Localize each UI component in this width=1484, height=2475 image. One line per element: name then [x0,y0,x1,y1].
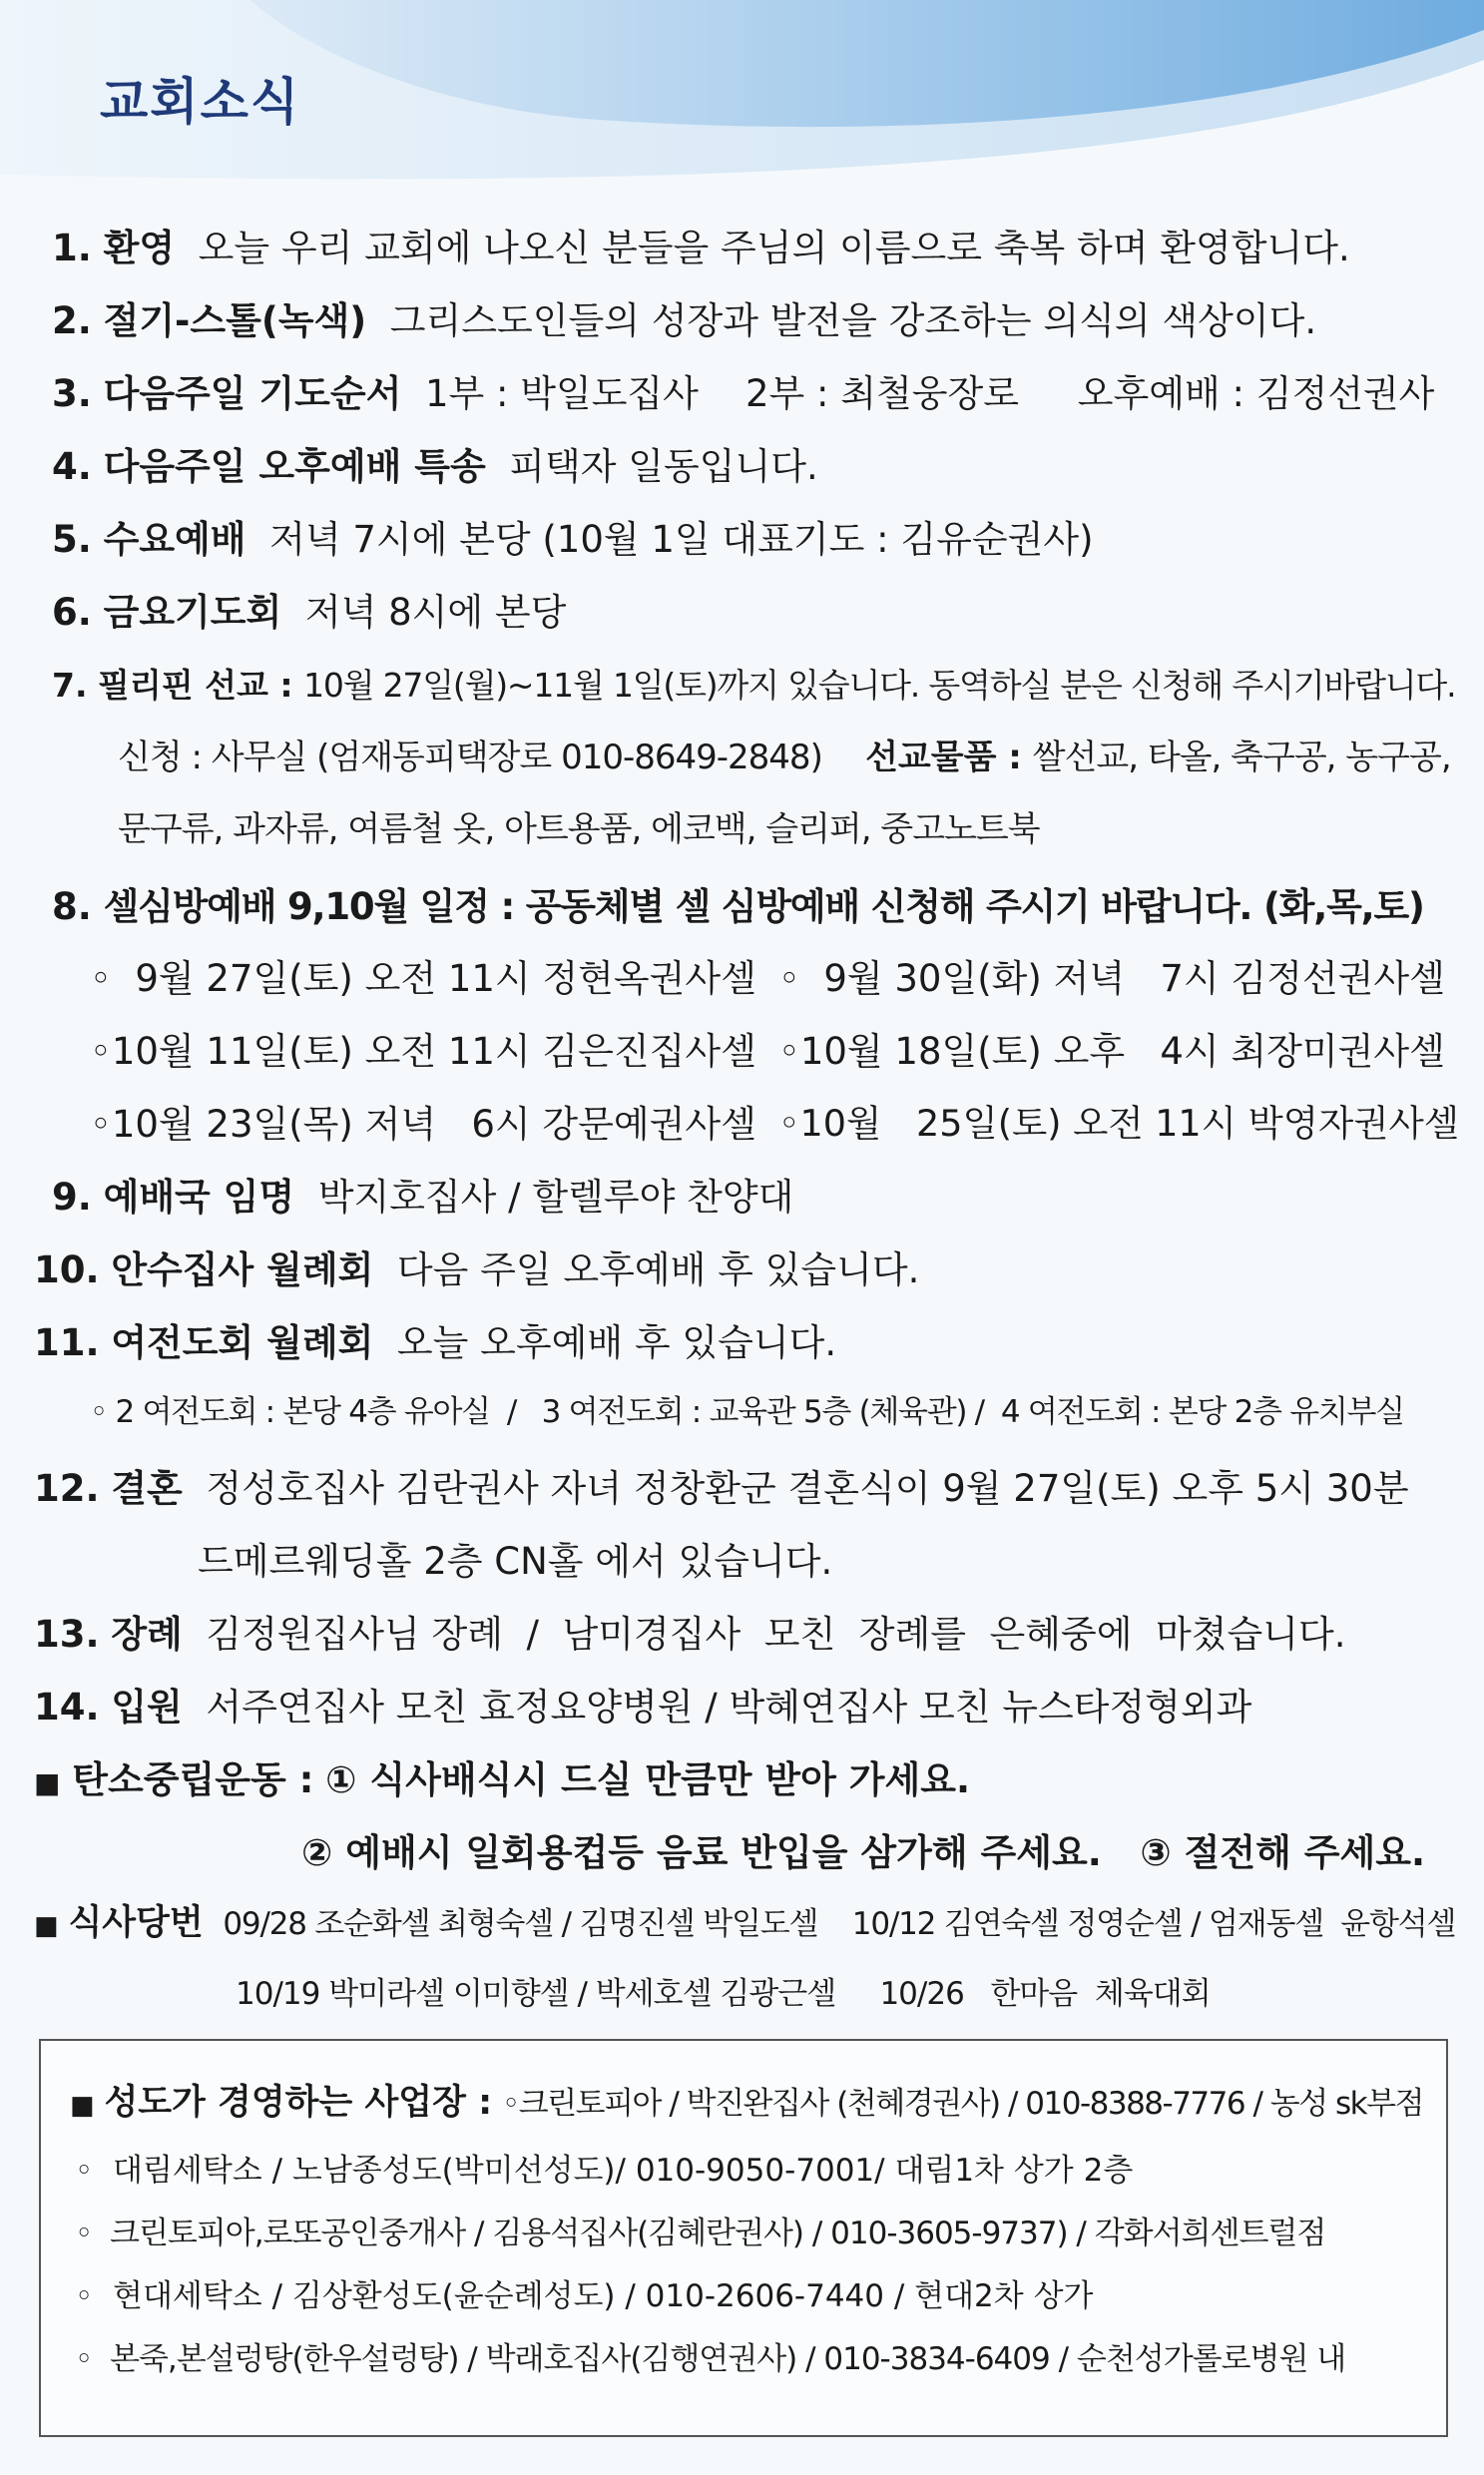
business-entry: ◦ 대림세탁소 / 노남종성도(박미선성도)/ 010-9050-7001/ 대림1차 상가 2층 [75,2153,1134,2189]
business-label: 성도가 경영하는 사업장 : [104,2083,493,2123]
item-text: 다음 주일 오후예배 후 있습니다. [396,1248,920,1291]
item-appointment [52,1176,794,1219]
item-label: 다음주일 오후예배 특송 [103,445,486,488]
item-number: 6. [52,591,92,634]
item-text: 저녁 8시에 본당 [304,591,567,634]
item-text: 드메르웨딩홀 2층 CN홀 에서 있습니다. [198,1540,833,1583]
item-text: 오늘 오후예배 후 있습니다. [396,1321,837,1364]
carbon-line2: ② 예배시 일회용컵등 음료 반입을 삼가해 주세요. ③ 절전해 주세요. [301,1831,1426,1874]
business-first: ◦크린토피아 / 박진완집사 (천혜경권사) / 010-8388-7776 / 농성 sk부점 [501,2086,1423,2122]
item-funeral [34,1613,1346,1656]
item-label: 여전도회 월례회 [111,1321,374,1364]
schedule-row [778,1102,1460,1145]
item-text: 김정원집사님 장례 / 남미경집사 모친 장례를 은혜중에 마쳤습니다. [206,1613,1346,1656]
item-label: 금요기도회 [103,591,282,634]
item-number: 9. [52,1176,92,1219]
item-label: 환영 [103,227,176,269]
business-item [75,2153,1134,2189]
item-label: 필리핀 선교 : [98,666,293,705]
item-label: 장례 [111,1613,183,1656]
item-text: 그리스도인들의 성장과 발전을 강조하는 의식의 색상이다. [389,299,1317,342]
schedule-entry: ◦ 9월 27일(토) 오전 11시 정현옥권사셀 [90,957,756,1000]
schedule-entry: ◦10월 23일(목) 저녁 6시 강문예권사셀 [90,1103,756,1146]
mission-supplies: 쌀선교, 타올, 축구공, 농구공, [1032,738,1451,777]
item-prayer-order [52,372,1435,415]
item-label: 절기-스톨(녹색) [103,299,367,342]
mission-supplies-cont: 문구류, 과자류, 여름철 옷, 아트용품, 에코백, 슬리퍼, 중고노트북 [118,809,1040,849]
item-number: 5. [52,518,92,561]
item-special-song [52,445,818,488]
item-deacon-meeting [34,1248,920,1291]
item-text: 1부 : 박일도집사 2부 : 최철웅장로 오후예배 : 김정선권사 [424,372,1435,415]
item-mission-line3 [118,809,1040,849]
item-cell-visit [52,885,1424,928]
schedule-entry: ◦10월 18일(토) 오후 4시 최장미권사셀 [778,1030,1445,1073]
item-text: 박지호집사 / 할렐루야 찬양대 [317,1176,794,1219]
item-label: 셀심방예배 9,10월 일정 : 공동체별 셀 심방예배 신청해 주시기 바랍니다. (화,목,토) [103,885,1424,928]
item-number: 13. [34,1613,100,1656]
item-label: 다음주일 기도순서 [103,372,402,415]
item-wedding-line2 [198,1540,833,1583]
meal-line2: 10/19 박미라셀 이미향셀 / 박세호셀 김광근셀 10/26 한마음 체육대회 [236,1976,1211,2012]
item-welcome [52,227,1350,269]
schedule-entry: ◦10월 11일(토) 오전 11시 김은진집사셀 [90,1030,756,1073]
item-friday-prayer [52,591,567,634]
item-number: 12. [34,1467,100,1510]
item-number: 14. [34,1686,100,1729]
item-women-meeting [34,1321,837,1364]
carbon-label: 탄소중립운동 : [72,1758,314,1801]
business-item [75,2216,1326,2251]
business-item [75,2278,1094,2314]
business-header [70,2083,1423,2123]
carbon-neutral-line2 [301,1831,1426,1874]
item-label: 예배국 임명 [103,1176,295,1219]
mission-supplies-label: 선교물품 : [865,738,1022,777]
carbon-neutral [34,1758,971,1801]
carbon-line1: ① 식사배식시 드실 만큼만 받아 가세요. [325,1758,971,1801]
item-text: 저녁 7시에 본당 (10월 1일 대표기도 : 김유순권사) [269,518,1094,561]
schedule-entry: ◦ 9월 30일(화) 저녁 7시 김정선권사셀 [778,957,1445,1000]
business-entry: ◦ 본죽,본설렁탕(한우설렁탕) / 박래호집사(김행연권사) / 010-3834-6409 / 순천성가롤로병원 내 [75,2341,1346,2377]
item-number: 4. [52,445,92,488]
meal-duty [34,1903,1456,1943]
item-text: 오늘 우리 교회에 나오신 분들을 주님의 이름으로 축복 하며 환영합니다. [198,227,1350,269]
item-label: 결혼 [111,1467,183,1510]
schedule-row [778,957,1445,1000]
meal-line1: 09/28 조순화셀 최형숙셀 / 김명진셀 박일도셀 10/12 김연숙셀 정영순셀 / 엄재동셀 윤항석셀 [223,1906,1456,1942]
item-text: 서주연집사 모친 효정요양병원 / 박혜연집사 모친 뉴스타정형외과 [206,1686,1252,1729]
business-entry: ◦ 현대세탁소 / 김상환성도(윤순례성도) / 010-2606-7440 / 현대2차 상가 [75,2278,1094,2314]
meal-duty-line2 [236,1976,1211,2012]
page-title: 교회소식 [100,73,301,131]
bullet-icon: ■ [70,2091,95,2121]
mission-signup: 신청 : 사무실 (엄재동피택장로 010-8649-2848) [118,738,822,777]
item-number: 8. [52,885,92,928]
item-text: 피택자 일동입니다. [509,445,818,488]
item-label: 입원 [111,1686,183,1729]
item-wednesday-service [52,518,1094,561]
item-label: 수요예배 [103,518,247,561]
schedule-row [90,1030,756,1073]
schedule-row [90,957,756,1000]
item-text: 정성호집사 김란권사 자녀 정창환군 결혼식이 9월 27일(토) 오후 5시 30분 [206,1467,1409,1510]
schedule-entry: ◦10월 25일(토) 오전 11시 박영자권사셀 [778,1102,1460,1145]
meal-label: 식사당번 [68,1903,204,1943]
business-item [75,2341,1346,2377]
item-number: 7. [52,666,88,705]
women-meeting-rooms [90,1394,1404,1430]
item-liturgical-color [52,299,1317,342]
item-mission [52,666,1456,705]
item-number: 1. [52,227,92,269]
schedule-row [778,1030,1445,1073]
item-sub: ◦ 2 여전도회 : 본당 4층 유아실 / 3 여전도회 : 교육관 5층 (체육관) / 4 여전도회 : 본당 2층 유치부실 [90,1394,1404,1430]
schedule-row [90,1103,756,1146]
item-number: 3. [52,372,92,415]
bullet-icon: ■ [34,1766,61,1799]
bullet-icon: ■ [34,1911,59,1941]
item-text: 10월 27일(월)~11월 1일(토)까지 있습니다. 동역하실 분은 신청해 주시기바랍니다. [303,666,1456,705]
item-number: 2. [52,299,92,342]
item-wedding [34,1467,1409,1510]
item-number: 11. [34,1321,100,1364]
item-label: 안수집사 월례회 [111,1248,374,1291]
item-number: 10. [34,1248,100,1291]
item-mission-line2 [118,738,1451,777]
item-hospital [34,1686,1252,1729]
business-entry: ◦ 크린토피아,로또공인중개사 / 김용석집사(김혜란권사) / 010-3605-9737) / 각화서희센트럴점 [75,2216,1326,2251]
